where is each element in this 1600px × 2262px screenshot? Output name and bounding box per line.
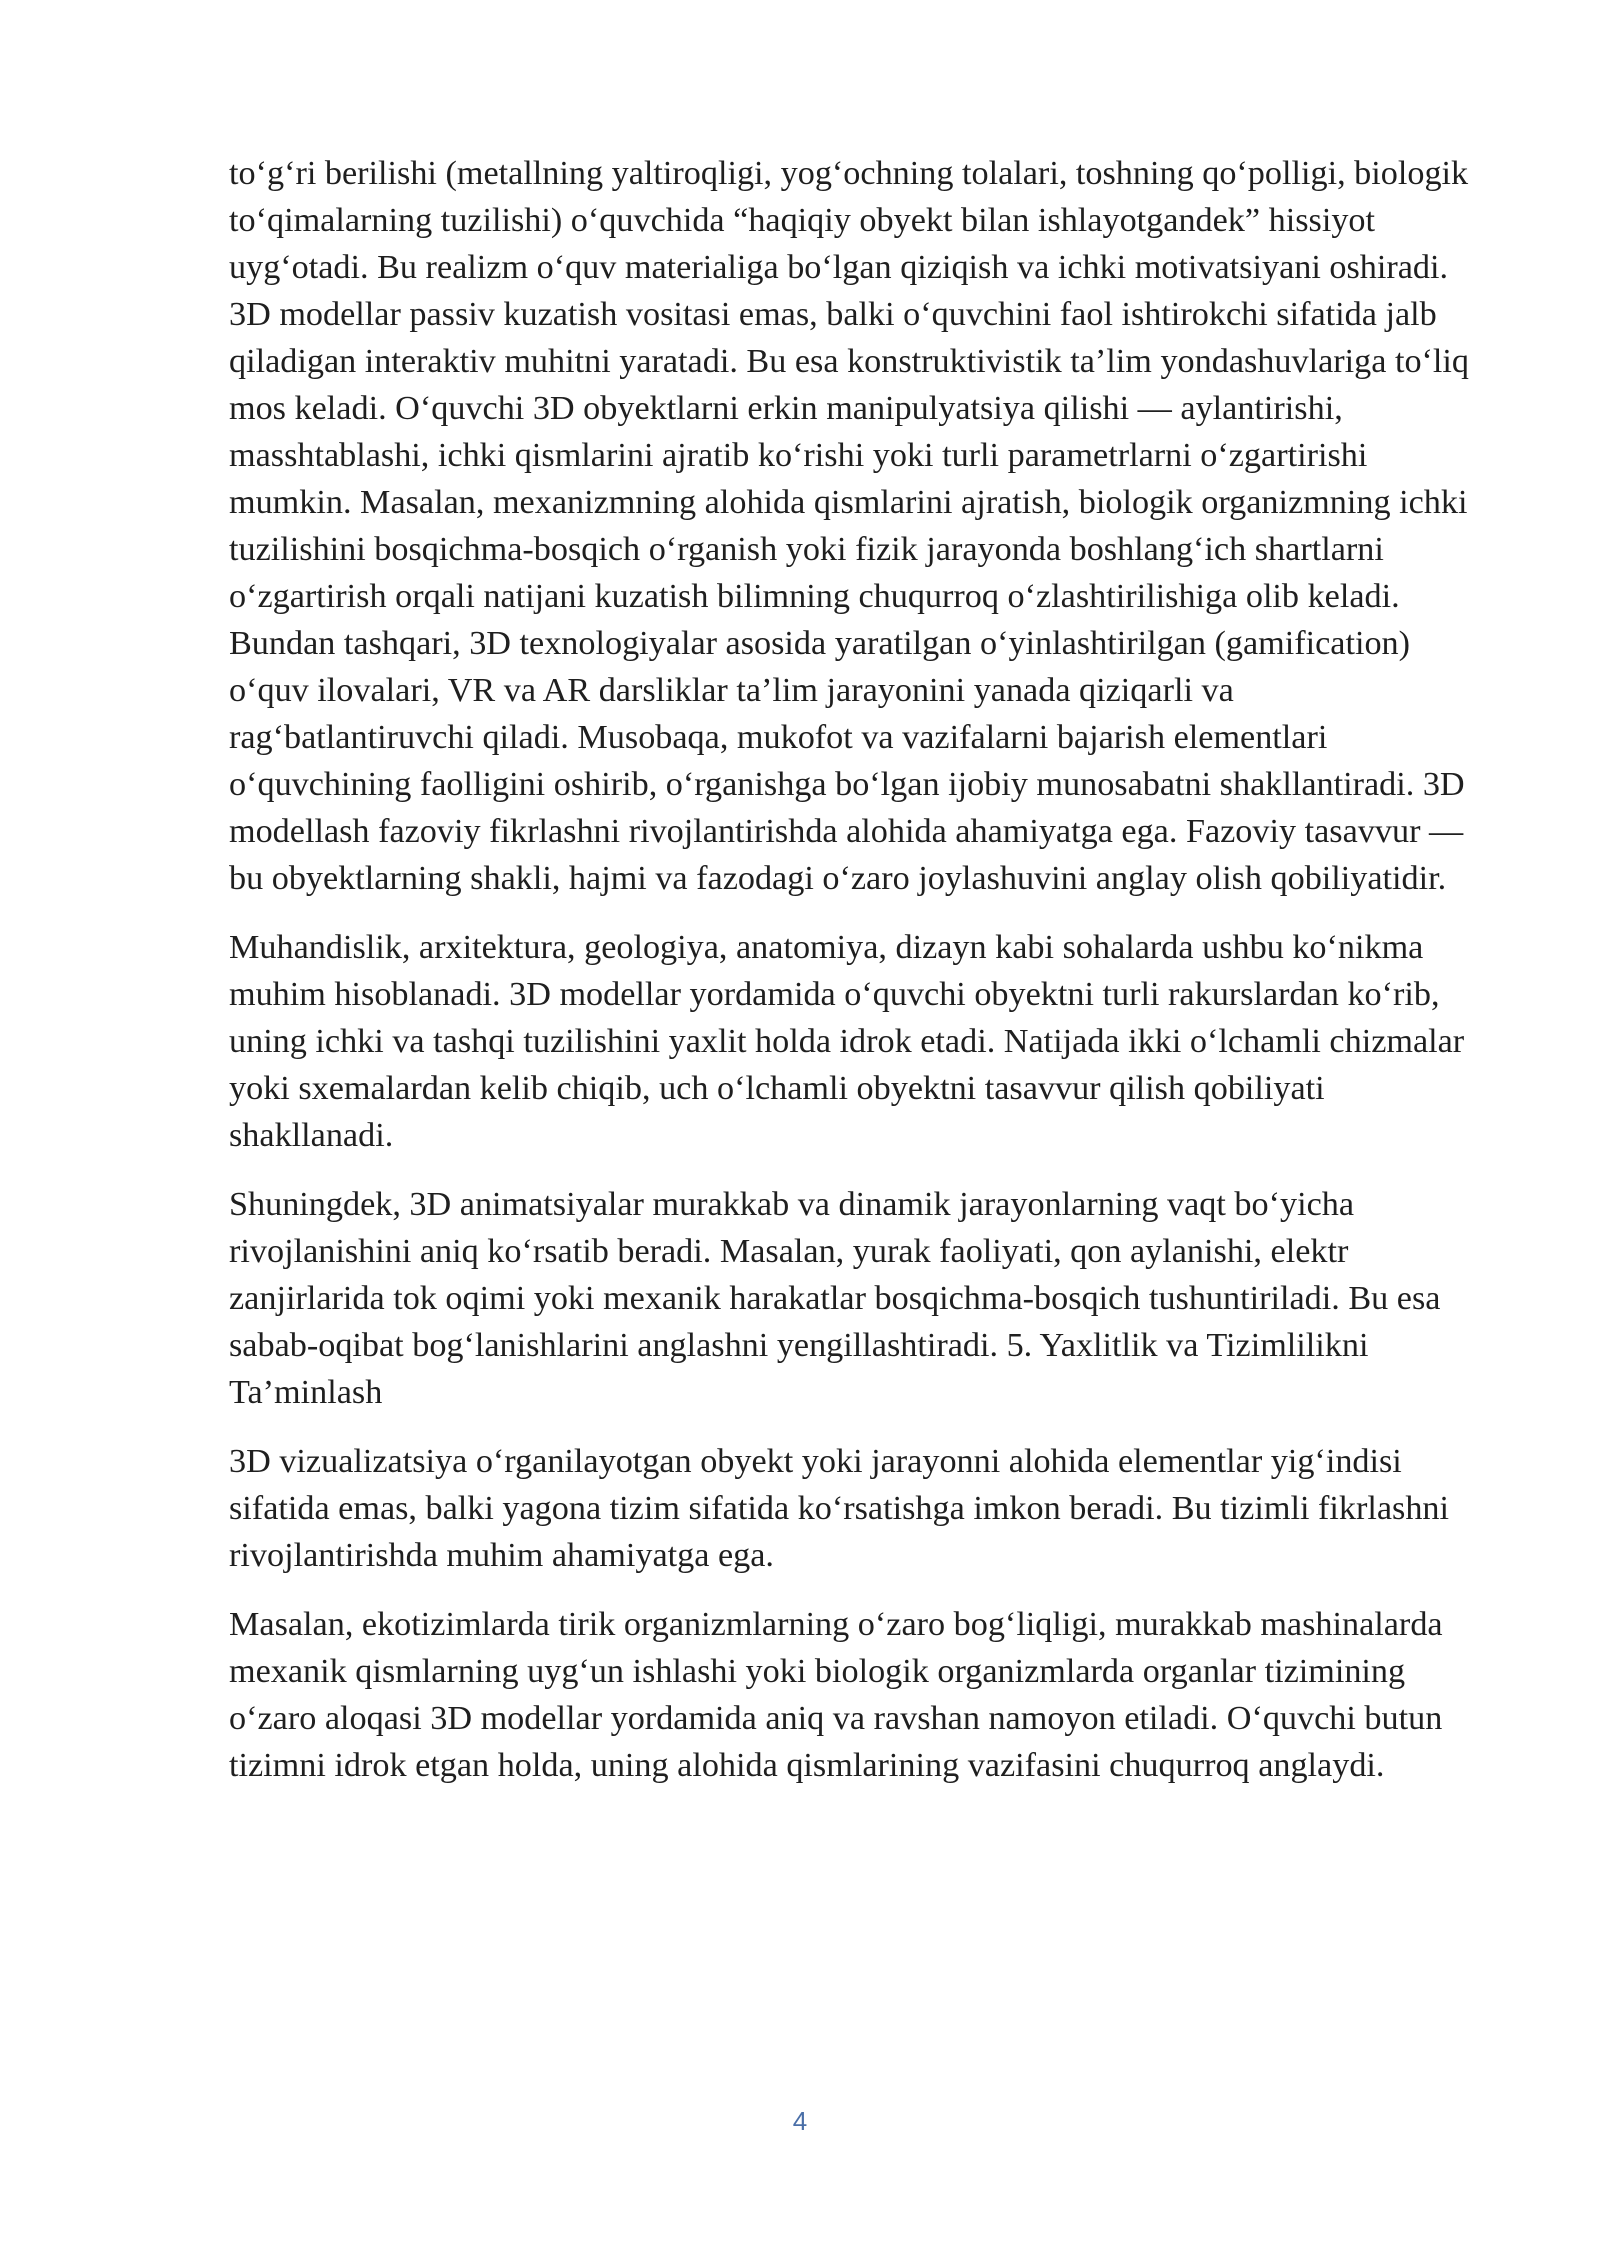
paragraph-3: Shuningdek, 3D animatsiyalar murakkab va dinamik jarayonlarning vaqt bo‘yicha rivojlanishini aniq ko‘rsatib beradi. Masalan, yurak faoliyati, qon aylanishi, elektr zanjirlarida tok oqimi yoki mexanik harakatlar bosqichma-bosqich tushuntiriladi. Bu esa sabab-oqibat bog‘lanishlarini anglashni yengillashtiradi. 5. Yaxlitlik va Tizimlilikni Ta’minlash [229, 1186, 1441, 1411]
paragraph-2: Muhandislik, arxitektura, geologiya, anatomiya, dizayn kabi sohalarda ushbu ko‘nikma muhim hisoblanadi. 3D modellar yordamida o‘quvchi obyektni turli rakurslardan ko‘rib, uning ichki va tashqi tuzilishini yaxlit holda idrok etadi. Natijada ikki o‘lchamli chizmalar yoki sxemalardan kelib chiqib, uch o‘lchamli obyektni tasavvur qilish qobiliyati shakllanadi. [229, 929, 1465, 1154]
paragraph-1: to‘g‘ri berilishi (metallning yaltiroqligi, yog‘ochning tolalari, toshning qo‘polligi, biologik to‘qimalarning tuzilishi) o‘quvchida “haqiqiy obyekt bilan ishlayotgandek” hissiyot uyg‘otadi. Bu realizm o‘quv materialiga bo‘lgan qiziqish va ichki motivatsiyani oshiradi. 3D modellar passiv kuzatish vositasi emas, balki o‘quvchini faol ishtirokchi sifatida jalb qiladigan interaktiv muhitni yaratadi. Bu esa konstruktivistik ta’lim yondashuvlariga to‘liq mos keladi. O‘quvchi 3D obyektlarni erkin manipulyatsiya qilishi — aylantirishi, masshtablashi, ichki qismlarini ajratib ko‘rishi yoki turli parametrlarni o‘zgartirishi mumkin. Masalan, mexanizmning alohida qismlarini ajratish, biologik organizmning ichki tuzilishini bosqichma-bosqich o‘rganish yoki fizik jarayonda boshlang‘ich shartlarni o‘zgartirish orqali natijani kuzatish bilimning chuqurroq o‘zlashtirilishiga olib keladi. Bundan tashqari, 3D texnologiyalar asosida yaratilgan o‘yinlashtirilgan (gamification) o‘quv ilovalari, VR va AR darsliklar ta’lim jarayonini yanada qiziqarli va rag‘batlantiruvchi qiladi. Musobaqa, mukofot va vazifalarni bajarish elementlari o‘quvchining faolligini oshirib, o‘rganishga bo‘lgan ijobiy munosabatni shakllantiradi. 3D modellash fazoviy fikrlashni rivojlantirishda alohida ahamiyatga ega. Fazoviy tasavvur — bu obyektlarning shakli, hajmi va fazodagi o‘zaro joylashuvini anglay olish qobiliyatidir. [229, 155, 1470, 897]
page-number: 4 [792, 2106, 808, 2136]
document-body [229, 150, 1479, 1811]
paragraph-4: 3D vizualizatsiya o‘rganilayotgan obyekt yoki jarayonni alohida elementlar yig‘indisi sifatida emas, balki yagona tizim sifatida ko‘rsatishga imkon beradi. Bu tizimli fikrlashni rivojlantirishda muhim ahamiyatga ega. [229, 1443, 1450, 1574]
paragraph-5: Masalan, ekotizimlarda tirik organizmlarning o‘zaro bog‘liqligi, murakkab mashinalarda mexanik qismlarning uyg‘un ishlashi yoki biologik organizmlarda organlar tizimining o‘zaro aloqasi 3D modellar yordamida aniq va ravshan namoyon etiladi. O‘quvchi butun tizimni idrok etgan holda, uning alohida qismlarining vazifasini chuqurroq anglaydi. [229, 1606, 1443, 1784]
